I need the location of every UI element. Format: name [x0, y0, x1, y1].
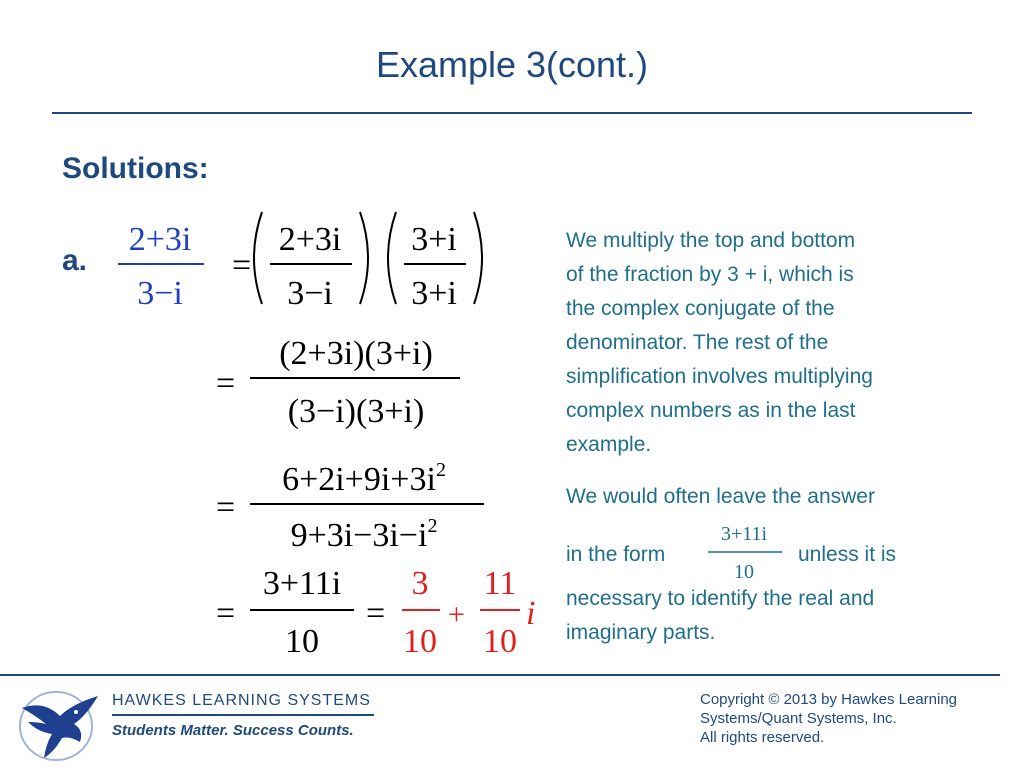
explanation-line: the complex conjugate of the — [566, 297, 835, 320]
line4-numerator: 3+11i — [262, 565, 342, 602]
math-line-1 — [118, 212, 482, 312]
explanation-line: complex numbers as in the last — [566, 399, 856, 422]
explanation-unless-text: unless it is — [798, 543, 897, 566]
equals-sign: = — [216, 595, 236, 632]
math-line-4 — [216, 565, 535, 660]
explanation-in-form-text: in the form — [566, 543, 666, 566]
explanation-paragraph-1 — [566, 224, 976, 462]
explanation-line: denominator. The rest of the — [566, 331, 829, 354]
lhs-numerator: 2+3i — [128, 221, 192, 258]
part-a-label: a. — [62, 244, 88, 277]
imag-part-denominator: 10 — [483, 623, 517, 660]
imag-unit: i — [526, 595, 536, 632]
plus-sign: + — [448, 598, 465, 631]
right-paren — [360, 212, 368, 304]
copyright-line: Systems/Quant Systems, Inc. — [700, 710, 897, 727]
line3-numerator: $6+2i+9i+3i^2$ — [282, 459, 446, 498]
inline-fraction — [700, 516, 790, 586]
copyright-notice — [700, 690, 1010, 747]
factor2-numerator: 3+i — [411, 221, 457, 258]
line4-denominator: 10 — [285, 623, 319, 660]
left-paren — [254, 212, 262, 304]
brand-tagline: Students Matter. Success Counts. — [112, 722, 354, 739]
explanation-line: simplification involves multiplying — [566, 365, 873, 388]
real-part-denominator: 10 — [403, 623, 437, 660]
equals-sign: = — [216, 365, 236, 402]
footer-divider — [0, 674, 1000, 676]
solution-math — [0, 0, 560, 670]
equals-sign: = — [366, 595, 386, 632]
line3-denominator: $9+3i-3i-i^2$ — [290, 515, 438, 554]
imag-part-numerator: 11 — [483, 565, 517, 602]
math-line-3 — [216, 459, 484, 554]
explanation-line: We multiply the top and bottom — [566, 229, 856, 252]
equals-sign: = — [232, 247, 252, 284]
brand-name: HAWKES LEARNING SYSTEMS — [112, 692, 371, 709]
equals-sign: = — [216, 489, 236, 526]
factor1-denominator: 3−i — [287, 275, 333, 312]
inline-fraction-denominator: 10 — [734, 561, 754, 583]
copyright-line: All rights reserved. — [700, 729, 825, 746]
lhs-denominator: 3−i — [137, 275, 183, 312]
explanation-line: of the fraction by 3 + i, which is — [566, 263, 854, 286]
hawk-logo-icon — [14, 682, 104, 764]
brand-divider — [112, 714, 374, 716]
slide-title: Example 3(cont.) — [375, 44, 649, 85]
explanation-paragraph-2-rest — [566, 582, 986, 650]
solutions-heading: Solutions: — [62, 152, 209, 185]
explanation-line: example. — [566, 433, 652, 456]
copyright-line: Copyright © 2013 by Hawkes Learning — [700, 691, 958, 708]
line2-denominator: (3−i)(3+i) — [287, 393, 425, 430]
math-line-2 — [216, 335, 460, 430]
right-paren — [474, 212, 482, 304]
line2-numerator: (2+3i)(3+i) — [279, 335, 433, 372]
explanation-paragraph-2-line: We would often leave the answer — [566, 485, 875, 508]
explanation-line: imaginary parts. — [566, 621, 716, 644]
factor1-numerator: 2+3i — [278, 221, 342, 258]
factor2-denominator: 3+i — [411, 275, 457, 312]
explanation-line: necessary to identify the real and — [566, 587, 875, 610]
left-paren — [388, 212, 396, 304]
real-part-numerator: 3 — [411, 565, 429, 602]
inline-fraction-numerator: 3+11i — [720, 523, 768, 545]
